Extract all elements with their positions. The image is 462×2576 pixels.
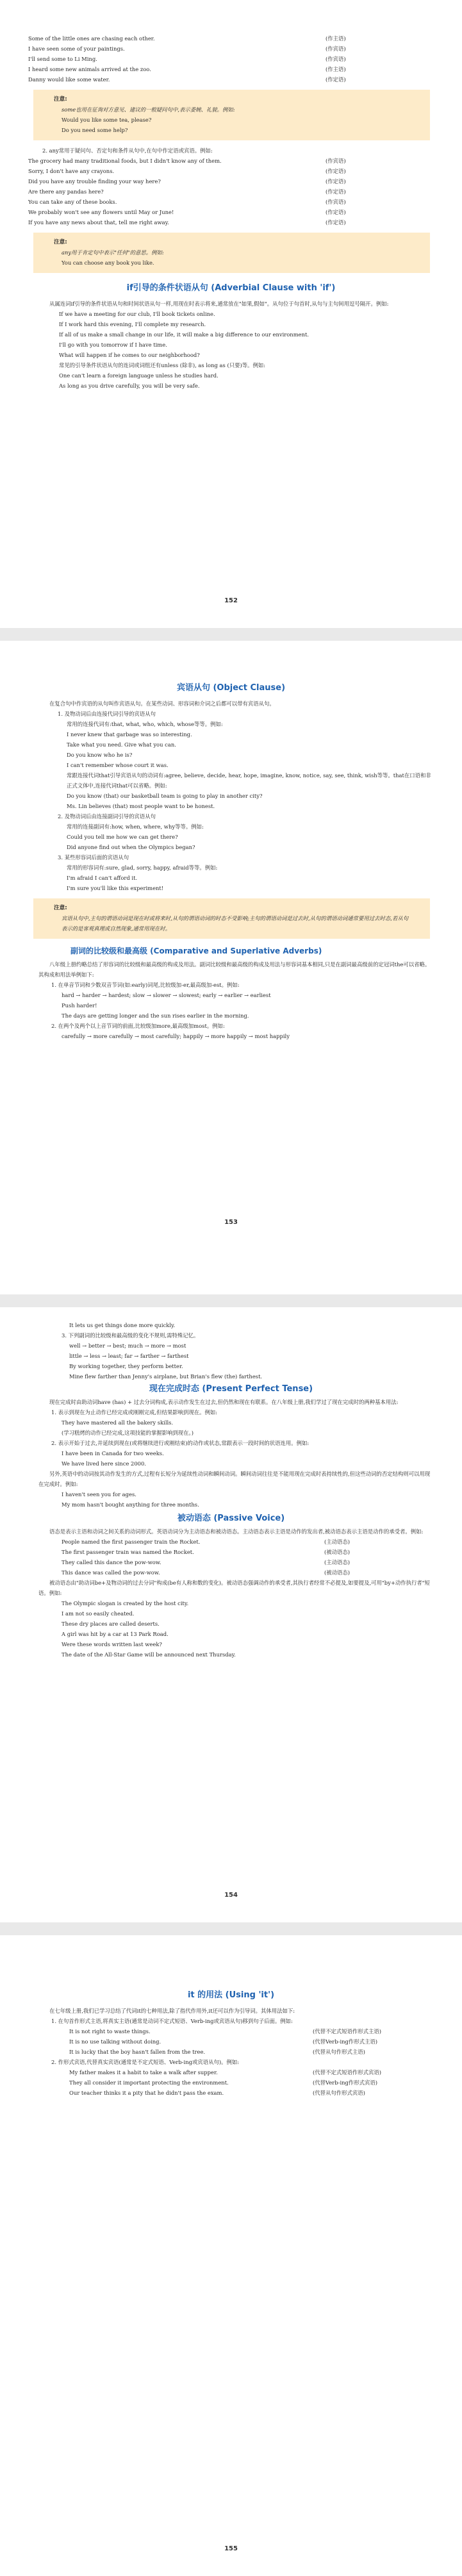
example-sentence: If I work hard this evening, I'll complete my research. [59, 321, 206, 327]
example-sentence: The Olympic slogan is created by the host city. [62, 1600, 189, 1606]
example-sentence: I'll go with you tomorrow if I have time. [59, 342, 167, 348]
section-title: it 的用法 (Using 'it') [187, 1990, 275, 2000]
example-tag: (作定语) [326, 76, 346, 83]
example-list [0, 729, 462, 770]
example-tag: (作定语) [326, 168, 346, 174]
paragraph: 八年级上册约略总结了形容词的比较级和最高级的构成及用法。副词比较级和最高级的构成及用法与形容词基本相同,只是在副词最高级前的定冠词the可以省略。其构成和用法举例如下: [38, 961, 431, 978]
example-list [0, 1000, 462, 1021]
list-item: 3. 某些形容词后面的宾语从句 [58, 854, 129, 861]
example-row [28, 217, 387, 227]
example-sentence: Our teacher thinks it a pity that he didn't pass the exam. [69, 2090, 224, 2096]
list-item: 2. 表示开始于过去,并延续到现在(或将继续进行或刚结束)的动作或状态,常跟表示一段时间的状语连用。例如: [51, 1440, 309, 1446]
example-sentence: I heard some new animals arrived at the zoo. [28, 66, 151, 72]
example-row [28, 64, 387, 74]
example-sentence: By working together, they perform better. [69, 1363, 183, 1369]
example-sentence: It lets us get things done more quickly. [69, 1322, 176, 1328]
example-tag: (被动语态) [324, 1549, 351, 1555]
example-sentence: Sorry, I don't have any crayons. [28, 168, 115, 174]
note-heading: 注意: [54, 239, 67, 245]
example-tag: (作宾语) [326, 45, 346, 52]
example-sentence: Could you tell me how we can get there? [67, 834, 178, 840]
example-sentence: It is not right to waste things. [69, 2028, 151, 2035]
paragraph: 另外,英语中的动词按其动作发生的方式,过程有长短分为延续性动词和瞬间动词。瞬间动词往往是不能用现在完成时表持续性的,但这些动词的否定结构则可以用现在完成时。例如: [38, 1471, 431, 1487]
page-153 [0, 641, 462, 1294]
example-tag: (作定语) [326, 178, 346, 185]
example-sentence: We probably won't see any flowers until May or June! [28, 209, 174, 215]
example-row [69, 2047, 428, 2057]
example-list [0, 1341, 462, 1382]
paragraph: 常见的引导条件状语从句的连词或词组还有unless (除非), as long as (只要)等。例如: [59, 362, 266, 368]
example-row [28, 176, 387, 186]
example-sentence: This dance was called the pow-wow. [62, 1569, 160, 1576]
example-tag: (代替Verb-ing作形式主语) [313, 2038, 378, 2045]
page-number: 153 [224, 1219, 238, 1226]
example-row [62, 1537, 420, 1547]
example-row [28, 54, 387, 64]
example-sentence: The days are getting longer and the sun rises earlier in the morning. [62, 1012, 249, 1019]
example-tag: (作主语) [326, 35, 346, 42]
paragraph: 被动语态由"助动词be+及物动词的过去分词"构成(be有人称和数的变化)。被动语态强调动作的承受者,其执行者经常不必提及,如要提及,可用"by+动作执行者"短语。例如: [38, 1580, 430, 1596]
example-sentence: As long as you drive carefully, you will be very safe. [59, 383, 200, 389]
example-sentence: Push harder! [62, 1002, 97, 1009]
example-sentence: My mom hasn't bought anything for three months. [62, 1501, 199, 1508]
list-item: 2. 在两个及两个以上音节词的前面,比较级加more,最高级加most。例如: [51, 1023, 225, 1029]
example-list [0, 309, 462, 360]
example-tag: (代替Verb-ing作形式宾语) [313, 2079, 378, 2086]
example-sentence: Did you have any trouble finding your way here? [28, 178, 161, 185]
paragraph: 常跟连接代词that引导宾语从句的动词有:agree, believe, decide, hear, hope, imagine, know, notice, say, see, think, wish等等。that在口语和非正式文体中,连接代词that可以省略。例如: [67, 772, 431, 789]
example-sentence: If all of us make a small change in our life, it will make a big difference to our environment. [59, 331, 309, 338]
example-row [69, 2036, 428, 2047]
example-row [62, 1567, 420, 1578]
example-list [0, 2067, 462, 2098]
note-heading: 注意: [54, 96, 67, 103]
example-row [28, 166, 387, 176]
example-list [0, 791, 462, 811]
example-sentence: They have mastered all the bakery skills. [62, 1419, 174, 1426]
note-example: Would you like some tea, please? [62, 117, 152, 123]
example-sentence: Take what you need. Give what you can. [67, 741, 176, 748]
example-sentence: People named the first passenger train the Rocket. [62, 1539, 201, 1545]
example-sentence: Are there any pandas here? [28, 188, 104, 195]
example-tag: (作定语) [326, 219, 346, 226]
example-list [0, 1537, 462, 1578]
example-sentence: The first passenger train was named the Rocket. [62, 1549, 194, 1555]
example-sentence: Do you know (that) our basketball team is going to play in another city? [67, 793, 263, 799]
example-sentence: I'm sure you'll like this experiment! [67, 885, 164, 891]
example-sentence: You can take any of these books. [28, 199, 117, 205]
example-tag: (作主语) [326, 66, 346, 72]
note-box [33, 233, 430, 273]
comparison-line: hard → harder → hardest; slow → slower → slowest; early → earlier → earliest [62, 992, 271, 998]
page-155 [0, 1935, 462, 2576]
example-list [0, 33, 462, 85]
example-list [0, 873, 462, 893]
example-sentence: Some of the little ones are chasing each other. [28, 35, 155, 42]
section-title: if引导的条件状语从句 (Adverbial Clause with 'if') [126, 283, 336, 293]
section-title: 被动语态 (Passive Voice) [177, 1514, 285, 1523]
example-row [28, 44, 387, 54]
note-example: You can choose any book you like. [62, 260, 154, 266]
example-list [0, 1448, 462, 1469]
note-example: Do you need some help? [62, 127, 128, 133]
list-item: 3. 下列副词的比较级和最高级的变化不规则,需特殊记忆。 [62, 1332, 199, 1339]
comparison-line: carefully → more carefully → most carefully; happily → more happily → most happily [62, 1033, 290, 1039]
paragraph: 在七年级上册,我们已学习总结了代词it的七种用法,除了指代作用外,it还可以作为引导词。其体用法如下: [49, 2008, 295, 2014]
list-item: 1. 及物动词后由连接代词引导的宾语从句 [58, 711, 156, 717]
example-row [62, 1557, 420, 1567]
example-list [0, 1417, 462, 1438]
example-sentence: I can't remember whose court it was. [67, 762, 169, 768]
list-item-sub: 常用的形容词有:sure, glad, sorry, happy, afraid等等。例如: [67, 864, 218, 871]
example-row [62, 1547, 420, 1557]
example-row [28, 186, 387, 197]
note-text: some也用在征询对方意见、建议的一般疑问句中,表示委婉、礼貌。例如: [62, 106, 235, 113]
note-box [33, 898, 430, 939]
note-text: 宾语从句中,主句的谓语动词是现在时或将来时,从句的谓语动词的时态不受影响;主句的谓语动词是过去时,从句的谓语动词通常要用过去时态,若从句表示的是客观真理或自然现象,通常用现在时。 [62, 915, 409, 932]
note-heading: 注意: [54, 905, 67, 911]
example-tag: (作定语) [326, 209, 346, 215]
example-list [0, 156, 462, 227]
list-item-sub: 常用的连接副词有:how, when, where, why等等。例如: [67, 823, 204, 830]
example-sentence: It is lucky that the boy hasn't fallen from the tree. [69, 2049, 206, 2055]
example-tag: (代替不定式短语作形式宾语) [313, 2069, 382, 2076]
paragraph: 语态是表示主语和动词之间关系的动词形式。英语动词分为主动语态和被动语态。主动语态表示主语是动作的发出者,被动语态表示主语是动作的承受者。例如: [49, 1528, 424, 1535]
example-sentence: If you have any news about that, tell me right away. [28, 219, 169, 226]
example-tag: (作宾语) [326, 158, 346, 164]
example-sentence: I am not so easily cheated. [62, 1610, 135, 1617]
example-tag: (作定语) [326, 188, 346, 195]
note-box [33, 90, 430, 140]
list-item: 1. 在句首作形式主语,将真实主语(通常是动词不定式短语、Verb-ing或宾语从句)移到句子后面。例如: [51, 2018, 293, 2024]
example-row [69, 2026, 428, 2036]
example-row [28, 207, 387, 217]
example-sentence: What will happen if he comes to our neighborhood? [59, 352, 200, 358]
example-tag: (作宾语) [326, 56, 346, 62]
example-sentence: Were these words written last week? [62, 1641, 162, 1647]
example-sentence: I never knew that garbage was so interesting. [67, 731, 192, 738]
page-number: 155 [224, 2545, 238, 2552]
section-title: 现在完成时态 (Present Perfect Tense) [149, 1384, 313, 1394]
example-sentence: I haven't seen you for ages. [62, 1491, 136, 1498]
example-row [28, 156, 387, 166]
example-sentence: The grocery had many traditional foods, but I didn't know any of them. [28, 158, 222, 164]
list-item-sub: 常用的连接代词有:that, what, who, which, whose等等。例如: [67, 721, 223, 727]
list-item: 2. 及物动词后由连接副词引导的宾语从句 [58, 813, 156, 820]
example-sentence: They all consider it important protecting the environment. [69, 2079, 229, 2086]
example-sentence: well → better → best; much → more → most [69, 1342, 186, 1349]
example-tag: (主动语态) [324, 1559, 351, 1565]
paragraph: 从属连词if引导的条件状语从句和时间状语从句一样,用现在时表示将来,通常放在"如果,假如"。从句位于句首时,从句与主句间用逗号隔开。例如: [49, 301, 389, 307]
example-sentence: (学习糕烤的动作已经完成,这项技能的掌握影响到现在。) [62, 1430, 194, 1436]
example-sentence: Mine flew farther than Jenny's airplane, but Brian's flew (the) farthest. [69, 1373, 263, 1380]
paragraph: 现在完成时由助动词have (has) + 过去分词构成,表示动作发生在过去,但仍然和现在有联系。在八年级上册,我们学过了现在完成时的两种基本用法: [49, 1399, 399, 1405]
example-sentence: They called this dance the pow-wow. [62, 1559, 161, 1565]
example-sentence: Did anyone find out when the Olympics began? [67, 844, 195, 850]
example-sentence: Danny would like some water. [28, 76, 110, 83]
example-sentence: Do you know who he is? [67, 752, 133, 758]
example-row [28, 74, 387, 85]
example-sentence: The date of the All-Star Game will be announced next Thursday. [62, 1651, 236, 1658]
example-list [0, 1489, 462, 1510]
example-list [0, 370, 462, 391]
example-tag: (代替不定式短语作形式主语) [313, 2028, 382, 2035]
section-title: 宾语从句 (Object Clause) [176, 683, 286, 693]
page-number: 152 [224, 597, 238, 604]
example-sentence: My father makes it a habit to take a walk after supper. [69, 2069, 218, 2076]
example-row [69, 2088, 428, 2098]
example-tag: (被动语态) [324, 1569, 351, 1576]
page-154 [0, 1307, 462, 1922]
example-list [0, 2026, 462, 2057]
example-row [28, 197, 387, 207]
example-tag: (主动语态) [324, 1539, 351, 1545]
example-sentence: We have lived here since 2000. [62, 1460, 146, 1467]
example-tag: (代替从句作形式宾语) [313, 2090, 365, 2096]
example-sentence: If we have a meeting for our club, I'll book tickets online. [59, 311, 215, 317]
example-sentence: A girl was hit by a car at 13 Park Road. [62, 1631, 169, 1637]
example-sentence: little → less → least; far → farther → farthest [69, 1353, 189, 1359]
example-list [0, 832, 462, 852]
page-152 [0, 0, 462, 628]
example-row [69, 2067, 428, 2077]
example-row [69, 2077, 428, 2088]
note-text: any用于肯定句中表示"任何"的意思。例如: [62, 249, 164, 256]
list-item: 1. 在单音节词和少数双音节词(如:early)词尾,比较级加-er,最高级加-est。例如: [51, 982, 240, 988]
example-sentence: I'm afraid I can't afford it. [67, 875, 138, 881]
example-sentence: I have seen some of your paintings. [28, 45, 125, 52]
example-sentence: I have been in Canada for two weeks. [62, 1450, 164, 1457]
list-item: 2. 作形式宾语,代替真实宾语(通常是不定式短语、Verb-ing或宾语从句)。例如: [51, 2059, 240, 2065]
example-row [28, 33, 387, 44]
paragraph: 在复合句中作宾语的从句叫作宾语从句。在某些动词、形容词和介词之后都可以带有宾语从句。 [49, 700, 275, 707]
example-sentence: Ms. Lin believes (that) most people want to be honest. [67, 803, 215, 809]
any-intro: 2. any常用于疑问句、否定句和条件从句中,在句中作定语或宾语。例如: [42, 147, 213, 154]
example-list [0, 1598, 462, 1660]
page-number: 154 [224, 1892, 238, 1899]
example-sentence: These dry places are called deserts. [62, 1621, 160, 1627]
example-sentence: I'll send some to Li Ming. [28, 56, 97, 62]
example-tag: (代替从句作形式主语) [313, 2049, 365, 2055]
example-sentence: One can't learn a foreign language unless he studies hard. [59, 372, 219, 379]
example-sentence: It is no use talking without doing. [69, 2038, 161, 2045]
example-tag: (作宾语) [326, 199, 346, 205]
subsection-title: 副词的比较级和最高级 (Comparative and Superlative Adverbs) [70, 946, 322, 955]
list-item: 1. 表示到现在为止动作已经完成或刚刚完成,但结果影响到现在。例如: [51, 1409, 218, 1416]
